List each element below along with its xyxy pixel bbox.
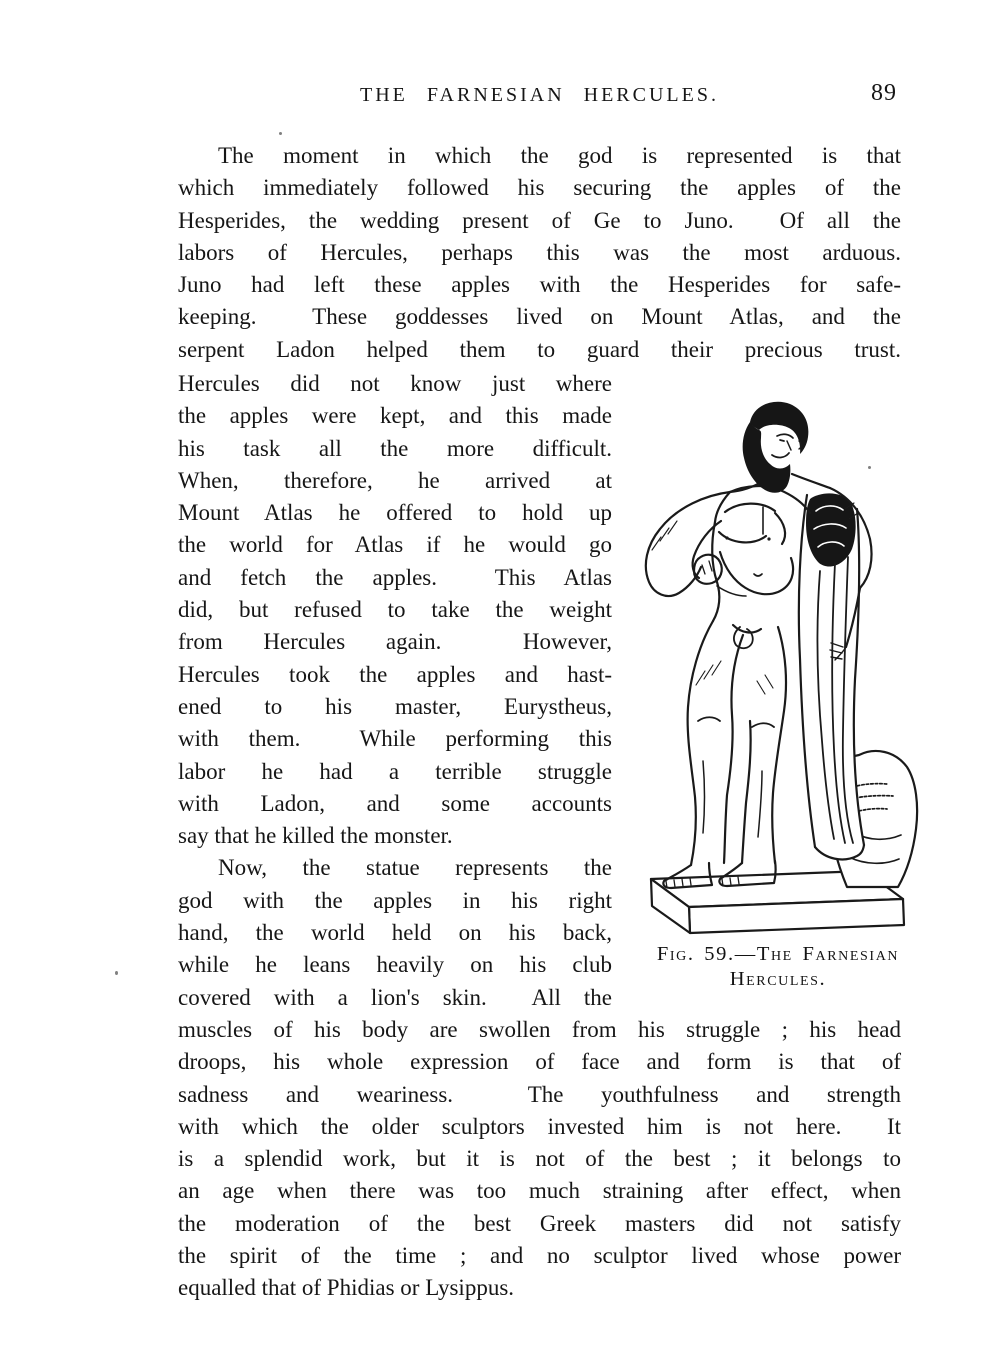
scan-speck — [279, 132, 282, 135]
text-line: equalled that of Phidias or Lysippus. — [178, 1275, 515, 1301]
text-line: while he leans heavily on his club — [178, 952, 612, 978]
paragraph-top — [178, 140, 901, 366]
text-line: Mount Atlas he offered to hold up — [178, 500, 612, 526]
text-line: serpent Ladon helped them to guard their precious trust. — [178, 336, 901, 362]
text-line: labors of Hercules, perhaps this was the most arduous. — [178, 239, 901, 265]
text-line: When, therefore, he arrived at — [178, 467, 612, 493]
text-line: the world for Atlas if he would go — [178, 532, 612, 558]
lion-skin-drape — [799, 493, 864, 859]
paragraph-bottom — [178, 1014, 901, 1305]
text-line: with them. While performing this — [178, 726, 612, 752]
text-line: an age when there was too much straining after effect, when — [178, 1178, 901, 1204]
figure-caption-line: Hercules. — [729, 968, 827, 990]
text-line: his task all the more difficult. — [178, 435, 612, 461]
text-line: Hercules took the apples and hast- — [178, 661, 612, 687]
head — [743, 402, 809, 493]
text-line: hand, the world held on his back, — [178, 920, 612, 946]
text-line: Hesperides, the wedding present of Ge to Juno. Of all the — [178, 207, 901, 233]
text-line: with which the older sculptors invested him is not here. It — [178, 1113, 901, 1139]
text-line: which immediately followed his securing the apples of the — [178, 175, 901, 201]
text-line: sadness and weariness. The youthfulness and strength — [178, 1081, 901, 1107]
text-line: Juno had left these apples with the Hesperides for safe- — [178, 272, 901, 298]
text-line: muscles of his body are swollen from his struggle ; his head — [178, 1017, 901, 1042]
text-line: is a splendid work, but it is not of the best ; it belongs to — [178, 1146, 901, 1172]
text-line: The moment in which the god is represented is that — [218, 143, 901, 168]
text-line: Hercules did not know just where — [178, 371, 612, 396]
left-text-column — [178, 368, 612, 1014]
scan-speck — [115, 971, 118, 975]
figure-caption — [613, 942, 943, 992]
text-line: say that he killed the monster. — [178, 823, 453, 849]
text-line: droops, his whole expression of face and form is that of — [178, 1049, 901, 1075]
hercules-statue-illustration — [613, 389, 943, 936]
text-line: and fetch the apples. This Atlas — [178, 564, 612, 590]
text-line: the apples were kept, and this made — [178, 403, 612, 429]
figure-caption-line: Fig. 59.—The Farnesian — [656, 943, 900, 965]
text-line: keeping. These goddesses lived on Mount Atlas, and the — [178, 304, 901, 330]
text-line: from Hercules again. However, — [178, 629, 612, 655]
text-line: Now, the statue represents the — [218, 855, 612, 881]
scan-speck — [868, 466, 871, 469]
text-line: the spirit of the time ; and no sculptor lived whose power — [178, 1243, 901, 1269]
page-number: 89 — [871, 80, 897, 106]
text-line: covered with a lion's skin. All the — [178, 984, 612, 1010]
text-line: with Ladon, and some accounts — [178, 790, 612, 816]
figure-farnese-hercules — [613, 389, 943, 992]
text-line: labor he had a terrible struggle — [178, 758, 612, 784]
text-line: ened to his master, Eurystheus, — [178, 693, 612, 719]
text-line: the moderation of the best Greek masters did not satisfy — [178, 1210, 901, 1236]
text-line: did, but refused to take the weight — [178, 597, 612, 623]
text-line: god with the apples in his right — [178, 887, 612, 913]
running-header-title: THE FARNESIAN HERCULES. — [360, 84, 719, 106]
